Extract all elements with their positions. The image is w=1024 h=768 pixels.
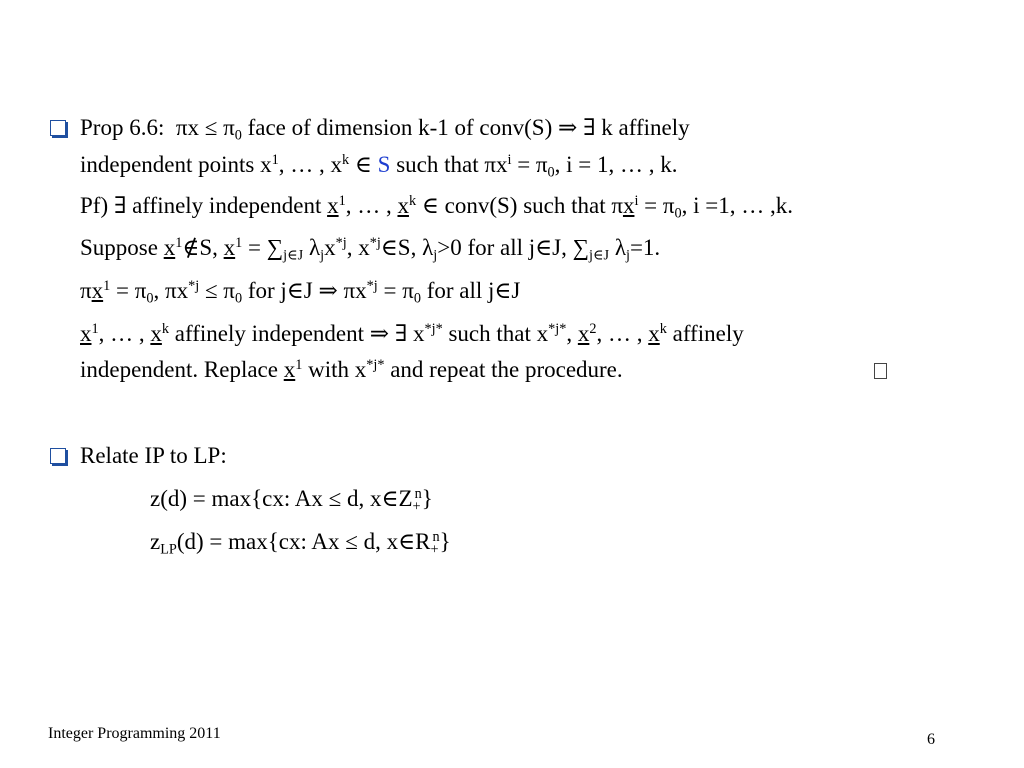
superscript: n [414, 486, 422, 503]
superscript: *j [366, 278, 378, 295]
bullet-checkbox-icon [50, 120, 66, 136]
superscript: 1 [338, 193, 346, 210]
text-seg: ∈ [349, 152, 378, 177]
vector-x: x [150, 321, 162, 346]
text-seg: with x [302, 357, 367, 382]
text-seg: ∈S, λ [380, 235, 434, 260]
text-seg: π [80, 278, 92, 303]
superscript: *j [188, 278, 200, 295]
subscript: 0 [146, 290, 154, 307]
text-seg: = π [638, 193, 675, 218]
text-seg: } [439, 529, 451, 554]
text-seg: Pf) ∃ affinely independent [80, 193, 328, 218]
text-seg: , πx [153, 278, 189, 303]
footer-course: Integer Programming 2011 [48, 725, 221, 742]
text-seg: ≤ π [199, 278, 235, 303]
text-seg: λ [609, 235, 626, 260]
text-seg: , [566, 321, 578, 346]
superscript: i [507, 152, 512, 169]
text-seg: z [150, 529, 161, 554]
text-seg: = π [511, 152, 548, 177]
superscript: 1 [271, 152, 279, 169]
proof-line-4 [80, 320, 744, 348]
formula-zlp [150, 528, 451, 556]
text-seg: , i = 1, … , k. [554, 152, 678, 177]
superscript: n [432, 529, 440, 546]
superscript: *j [335, 235, 347, 252]
text-seg: , x [346, 235, 370, 260]
subscript: LP [160, 541, 177, 558]
text-seg: = π [110, 278, 147, 303]
subscript: j∈J [589, 247, 610, 264]
vector-x: x [223, 235, 236, 260]
subscript: j∈J [283, 247, 304, 264]
superscript: k [659, 321, 667, 338]
text-seg: (d) = max{cx: Ax ≤ d, x∈R [176, 529, 431, 554]
set-s-highlight: S [377, 152, 391, 177]
relate-heading [80, 442, 227, 470]
subscript: 0 [547, 164, 555, 181]
text-seg: for all j∈J [420, 278, 521, 303]
vector-x: x [327, 193, 339, 218]
superscript: i [634, 193, 639, 210]
text-seg: z(d) = max{cx: Ax ≤ d, x∈Z [150, 486, 413, 511]
relate-label: Relate IP to LP: [80, 443, 227, 468]
text-seg: such that x [442, 321, 549, 346]
subscript: 0 [413, 290, 421, 307]
text-seg: and repeat the procedure. [384, 357, 623, 382]
text-seg: such that πx [390, 152, 508, 177]
superscript: 1 [91, 321, 99, 338]
superscript: *j* [424, 321, 443, 338]
superscript: k [408, 193, 417, 210]
subscript: 0 [234, 127, 242, 144]
subscript: j [625, 247, 630, 264]
text-seg: = π [377, 278, 414, 303]
subscript: 0 [674, 205, 682, 222]
superscript: *j* [366, 357, 385, 374]
subscript: j [320, 247, 325, 264]
subscript: 0 [234, 290, 243, 307]
superscript: 1 [235, 235, 243, 252]
text-seg: x [324, 235, 336, 260]
text-seg: , i =1, … ,k. [681, 193, 794, 218]
superscript: k [342, 152, 350, 169]
text-seg: , … , x [278, 152, 343, 177]
text-seg: λ [303, 235, 321, 260]
superscript: 1 [103, 278, 111, 295]
text-seg: =1. [629, 235, 661, 260]
text-seg: , … , [596, 321, 649, 346]
text-seg: for j∈J ⇒ πx [242, 278, 367, 303]
proof-line-1 [80, 192, 793, 220]
subscript: j [433, 247, 438, 264]
text-seg: affinely independent ⇒ ∃ x [169, 321, 425, 346]
formula-z [150, 485, 433, 513]
text-seg: , … , [98, 321, 151, 346]
text-seg: affinely [666, 321, 744, 346]
superscript: *j* [548, 321, 567, 338]
vector-x: x [163, 235, 176, 260]
vector-x: x [283, 357, 296, 382]
bullet-checkbox-icon [50, 448, 66, 464]
superscript: 1 [175, 235, 183, 252]
superscript: 1 [295, 357, 303, 374]
prop-line-2 [80, 151, 678, 179]
text-seg: >0 for all j∈J, ∑ [437, 235, 590, 260]
text-seg: πx ≤ π [175, 115, 235, 140]
subscript: + [430, 541, 439, 558]
text-seg: ∉S, [182, 235, 224, 260]
text-seg: independent points x [80, 152, 272, 177]
text-seg: independent. Replace [80, 357, 284, 382]
superscript: k [161, 321, 169, 338]
text-seg: ∈ conv(S) such that π [416, 193, 623, 218]
proof-line-5 [80, 356, 623, 384]
vector-x: x [577, 321, 590, 346]
prop-line-1 [80, 114, 690, 142]
vector-x: x [397, 193, 409, 218]
text-seg: = ∑ [242, 235, 284, 260]
proof-line-2 [80, 234, 660, 262]
vector-x: x [648, 321, 660, 346]
text-seg: , … , [345, 193, 398, 218]
vector-x: x [80, 321, 92, 346]
qed-box-icon [874, 363, 887, 379]
subscript: + [412, 498, 421, 515]
page-number: 6 [927, 731, 935, 748]
superscript: 2 [589, 321, 597, 338]
prop-label: Prop 6.6: [80, 115, 165, 140]
proof-line-3 [80, 277, 520, 305]
text-seg: Suppose [80, 235, 164, 260]
text-seg: } [421, 486, 433, 511]
superscript: *j [369, 235, 381, 252]
vector-x: x [622, 193, 635, 218]
text-seg: face of dimension k-1 of conv(S) ⇒ ∃ k affinely [241, 115, 690, 140]
vector-x: x [91, 278, 104, 303]
